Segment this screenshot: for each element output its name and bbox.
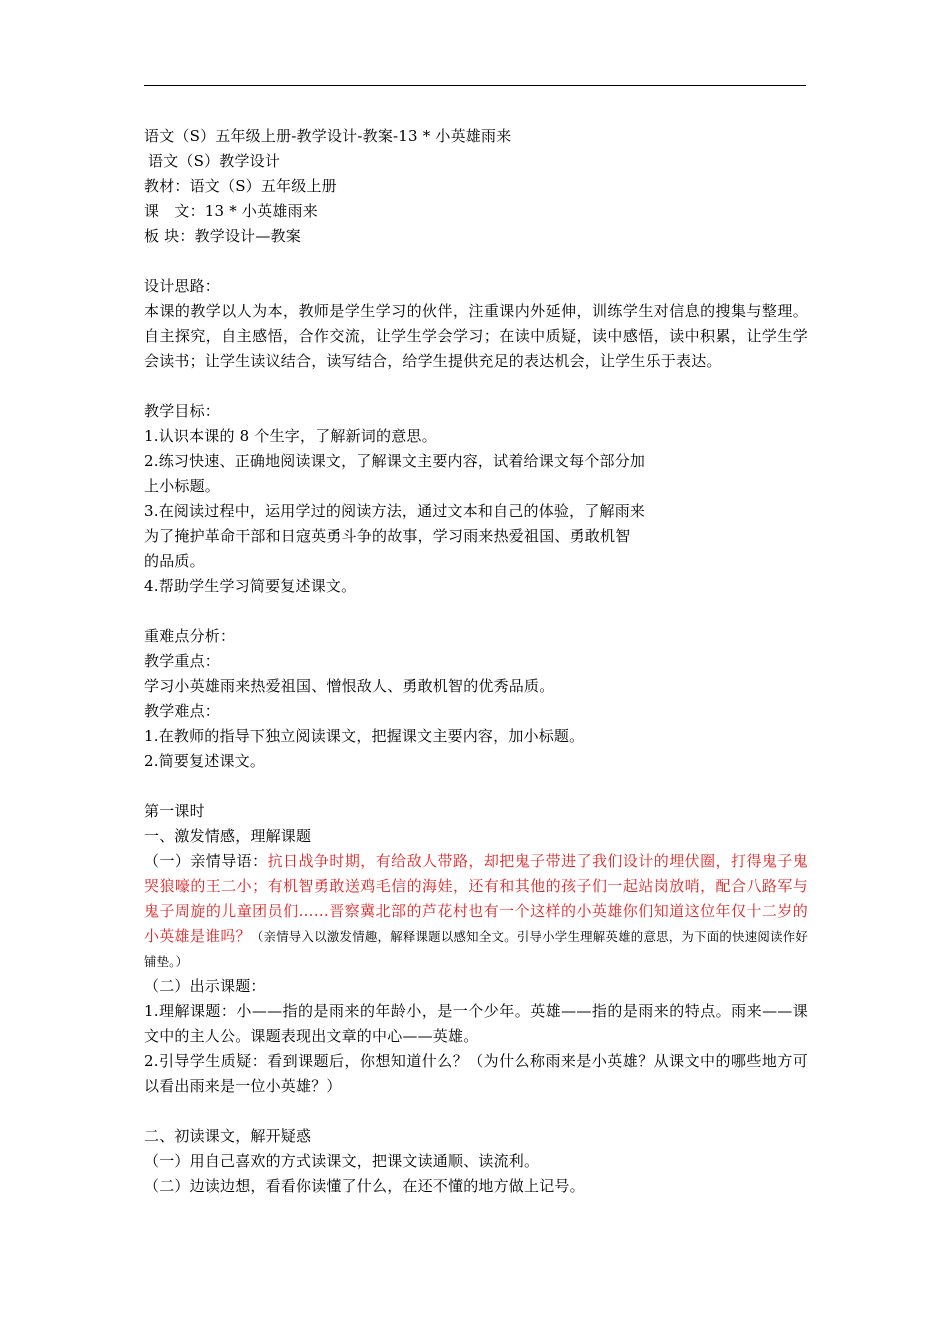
document-body — [144, 124, 808, 1199]
lesson1-heading: 第一课时 — [144, 802, 205, 820]
show-title: （二）出示课题： — [144, 977, 266, 995]
part2-heading: 二、初读课文，解开疑惑 — [144, 1127, 312, 1145]
analysis-heading: 重难点分析： — [144, 627, 236, 645]
part1-heading: 一、激发情感，理解课题 — [144, 827, 312, 845]
design-body: 本课的教学以人为本，教师是学生学习的伙伴，注重课内外延伸，训练学生对信息的搜集与整理。自主探究，自主感悟，合作交流，让学生学会学习；在读中质疑，读中感悟，读中积累，让学生学会读书；让学生读议结合，读写结合，给学生提供充足的表达机会，让学生乐于表达。 — [144, 302, 808, 370]
intro-red-text: 抗日战争时期，有给敌人带路，却把鬼子带进了我们设计的埋伏圈，打得鬼子鬼哭狼嚎的王二小；有机智勇敢送鸡毛信的海娃，还有和其他的孩子们一起站岗放哨，配合八路军与鬼子周旋的儿童团员们……晋察冀北部的芦花村也有一个这样的小英雄你们知道这位年仅十二岁的小英雄是谁吗？ — [144, 852, 808, 945]
key-heading: 教学重点： — [144, 652, 221, 670]
difficulty-heading: 教学难点： — [144, 702, 221, 720]
difficulty-2: 2.简要复述课文。 — [144, 752, 266, 770]
part2-step-1: （一）用自己喜欢的方式读课文，把课文读通顺、读流利。 — [144, 1152, 540, 1170]
goal-3c: 的品质。 — [144, 552, 205, 570]
design-heading: 设计思路： — [144, 277, 221, 295]
doc-section: 板 块：教学设计—教案 — [144, 227, 301, 245]
goal-4: 4.帮助学生学习简要复述课文。 — [144, 577, 357, 595]
intro-label: （一）亲情导语： — [144, 852, 268, 870]
goal-1: 1.认识本课的 8 个生字，了解新词的意思。 — [144, 427, 437, 445]
intro-note: （亲情导入以激发情趣，解释课题以感知全文。引导小学生理解英雄的意思，为下面的快速阅读作好铺垫。） — [144, 929, 808, 969]
goal-3b: 为了掩护革命干部和日寇英勇斗争的故事，学习雨来热爱祖国、勇敢机智 — [144, 527, 631, 545]
doc-material: 教材：语文（S）五年级上册 — [144, 177, 337, 195]
goal-2a: 2.练习快速、正确地阅读课文，了解课文主要内容，试着给课文每个部分加 — [144, 452, 646, 470]
item-1: 1.理解课题：小——指的是雨来的年龄小，是一个少年。英雄——指的是雨来的特点。雨来——课文中的主人公。课题表现出文章的中心——英雄。 — [144, 1002, 808, 1045]
doc-lesson: 课 文：13 * 小英雄雨来 — [144, 202, 318, 220]
intro-paragraph — [144, 849, 808, 974]
doc-title: 语文（S）五年级上册-教学设计-教案-13 * 小英雄雨来 — [144, 127, 512, 145]
goal-3a: 3.在阅读过程中，运用学过的阅读方法，通过文本和自己的体验，了解雨来 — [144, 502, 646, 520]
difficulty-1: 1.在教师的指导下独立阅读课文，把握课文主要内容，加小标题。 — [144, 727, 585, 745]
part2-step-2: （二）边读边想，看看你读懂了什么，在还不懂的地方做上记号。 — [144, 1177, 585, 1195]
doc-subtitle: 语文（S）教学设计 — [148, 152, 281, 170]
header-rule — [144, 85, 806, 86]
key-body: 学习小英雄雨来热爱祖国、憎恨敌人、勇敢机智的优秀品质。 — [144, 677, 555, 695]
item-2: 2.引导学生质疑：看到课题后，你想知道什么？（为什么称雨来是小英雄？从课文中的哪些地方可以看出雨来是一位小英雄？） — [144, 1052, 808, 1095]
goal-2b: 上小标题。 — [144, 477, 221, 495]
goals-heading: 教学目标： — [144, 402, 221, 420]
